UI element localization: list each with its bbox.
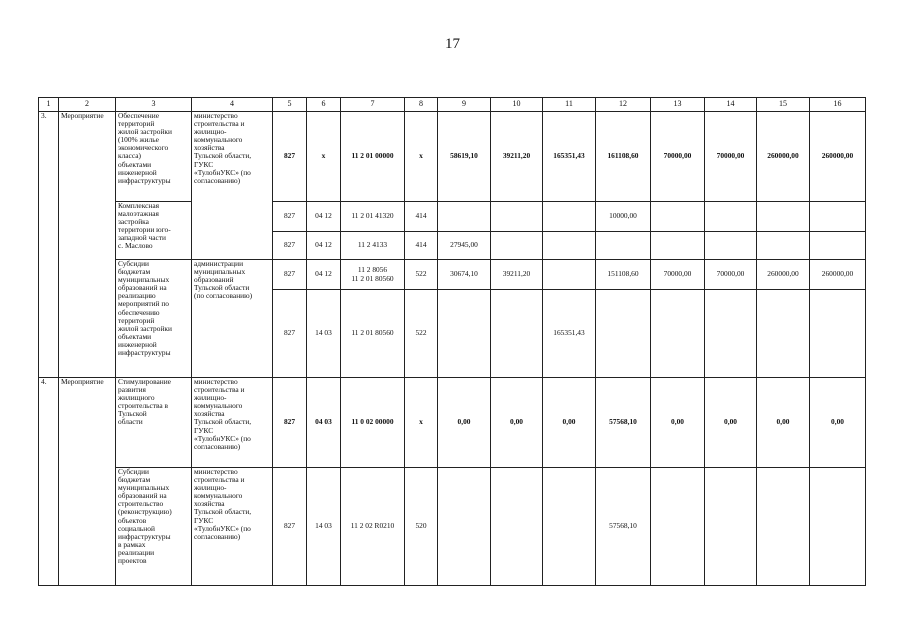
value-cell: 70000,00 [651,260,705,290]
budget-table [38,97,866,586]
header-cell: 7 [341,98,405,112]
value-cell: 57568,10 [596,468,651,586]
value-cell [705,202,757,232]
executor-cell: министерство строительства и жилищно- коммунального хозяйства Тульской области, ГУКС «ТулобнУКС» (по согласованию) [192,468,273,586]
executor-cell: министерство строительства и жилищно- коммунального хозяйства Тульской области, ГУКС «ТулобнУКС» (по согласованию) [192,112,273,260]
value-cell: 70000,00 [705,260,757,290]
value-cell: 11 2 01 80560 [341,290,405,378]
header-cell: 8 [405,98,438,112]
value-cell: 11 2 8056 11 2 01 80560 [341,260,405,290]
value-cell: 827 [273,378,307,468]
value-cell: 14 03 [307,468,341,586]
value-cell [438,468,491,586]
value-cell: 10000,00 [596,202,651,232]
value-cell: 260000,00 [757,260,810,290]
value-cell [705,232,757,260]
value-cell [543,232,596,260]
header-cell: 16 [810,98,866,112]
value-cell: 0,00 [491,378,543,468]
value-cell [543,468,596,586]
value-cell [810,290,866,378]
section-type: Мероприятие [59,112,116,378]
value-cell [757,468,810,586]
header-cell: 10 [491,98,543,112]
value-cell: 827 [273,468,307,586]
value-cell [705,290,757,378]
value-cell: 04 12 [307,260,341,290]
value-cell: 165351,43 [543,112,596,202]
value-cell: 0,00 [810,378,866,468]
value-cell [757,290,810,378]
value-cell [810,202,866,232]
table-row [39,202,866,232]
value-cell: 39211,20 [491,260,543,290]
value-cell: 0,00 [438,378,491,468]
header-cell: 15 [757,98,810,112]
table-row [39,112,866,202]
value-cell [543,202,596,232]
value-cell [810,468,866,586]
value-cell: 827 [273,232,307,260]
value-cell: 522 [405,260,438,290]
header-row [39,98,866,112]
value-cell: 11 2 01 41320 [341,202,405,232]
value-cell: x [405,112,438,202]
executor-cell: министерство строительства и жилищно- коммунального хозяйства Тульской области, ГУКС «ТулобнУКС» (по согласованию) [192,378,273,468]
value-cell: 827 [273,260,307,290]
value-cell [757,232,810,260]
value-cell: 414 [405,232,438,260]
header-cell: 4 [192,98,273,112]
value-cell: 14 03 [307,290,341,378]
description-cell: Стимулирование развития жилищного строительства в Тульской области [116,378,192,468]
value-cell [438,202,491,232]
value-cell [438,290,491,378]
value-cell: 260000,00 [810,112,866,202]
value-cell: 151108,60 [596,260,651,290]
value-cell [651,290,705,378]
value-cell [596,232,651,260]
value-cell [651,468,705,586]
value-cell: 58619,10 [438,112,491,202]
value-cell [651,232,705,260]
value-cell: 30674,10 [438,260,491,290]
value-cell: 11 2 02 R0210 [341,468,405,586]
executor-cell: администрации муниципальных образований Тульской области (по согласованию) [192,260,273,378]
description-cell: Обеспечение территорий жилой застройки (100% жилье экономического класса) объектами инженерной инфраструктуры [116,112,192,202]
header-cell: 5 [273,98,307,112]
value-cell: x [307,112,341,202]
value-cell: 827 [273,202,307,232]
table-row [39,378,866,468]
value-cell: 04 12 [307,202,341,232]
value-cell: 70000,00 [705,112,757,202]
header-cell: 3 [116,98,192,112]
value-cell [705,468,757,586]
description-cell: Субсидии бюджетам муниципальных образований на строительство (реконструкцию) объектов социальной инфраструктуры в рамках реализации проектов [116,468,192,586]
value-cell: 04 12 [307,232,341,260]
value-cell: 165351,43 [543,290,596,378]
header-cell: 6 [307,98,341,112]
page-number: 17 [445,36,460,52]
value-cell [491,290,543,378]
description-cell: Комплексная малоэтажная застройка территории юго- западной части с. Маслово [116,202,192,260]
header-cell: 2 [59,98,116,112]
section-type: Мероприятие [59,378,116,586]
value-cell: 827 [273,112,307,202]
value-cell: 70000,00 [651,112,705,202]
value-cell: 522 [405,290,438,378]
value-cell: 0,00 [651,378,705,468]
value-cell: 11 2 01 00000 [341,112,405,202]
value-cell: 827 [273,290,307,378]
header-cell: 14 [705,98,757,112]
table-row [39,260,866,290]
section-number: 4. [39,378,59,586]
value-cell [757,202,810,232]
table-row [39,468,866,586]
value-cell: 57568,10 [596,378,651,468]
value-cell: 11 0 02 00000 [341,378,405,468]
value-cell: 04 03 [307,378,341,468]
header-cell: 9 [438,98,491,112]
value-cell [491,468,543,586]
value-cell: 0,00 [705,378,757,468]
description-cell: Субсидии бюджетам муниципальных образований на реализацию мероприятий по обеспечению территорий жилой застройки объектами инженерной инфраструктуры [116,260,192,378]
value-cell: 39211,20 [491,112,543,202]
value-cell: 0,00 [757,378,810,468]
value-cell: 27945,00 [438,232,491,260]
section-number: 3. [39,112,59,378]
value-cell [810,232,866,260]
value-cell: 260000,00 [810,260,866,290]
header-cell: 1 [39,98,59,112]
value-cell [491,232,543,260]
value-cell: x [405,378,438,468]
value-cell: 520 [405,468,438,586]
header-cell: 13 [651,98,705,112]
value-cell: 260000,00 [757,112,810,202]
value-cell: 414 [405,202,438,232]
value-cell [596,290,651,378]
header-cell: 12 [596,98,651,112]
value-cell [651,202,705,232]
value-cell [543,260,596,290]
header-cell: 11 [543,98,596,112]
value-cell [491,202,543,232]
value-cell: 0,00 [543,378,596,468]
value-cell: 11 2 4133 [341,232,405,260]
value-cell: 161108,60 [596,112,651,202]
